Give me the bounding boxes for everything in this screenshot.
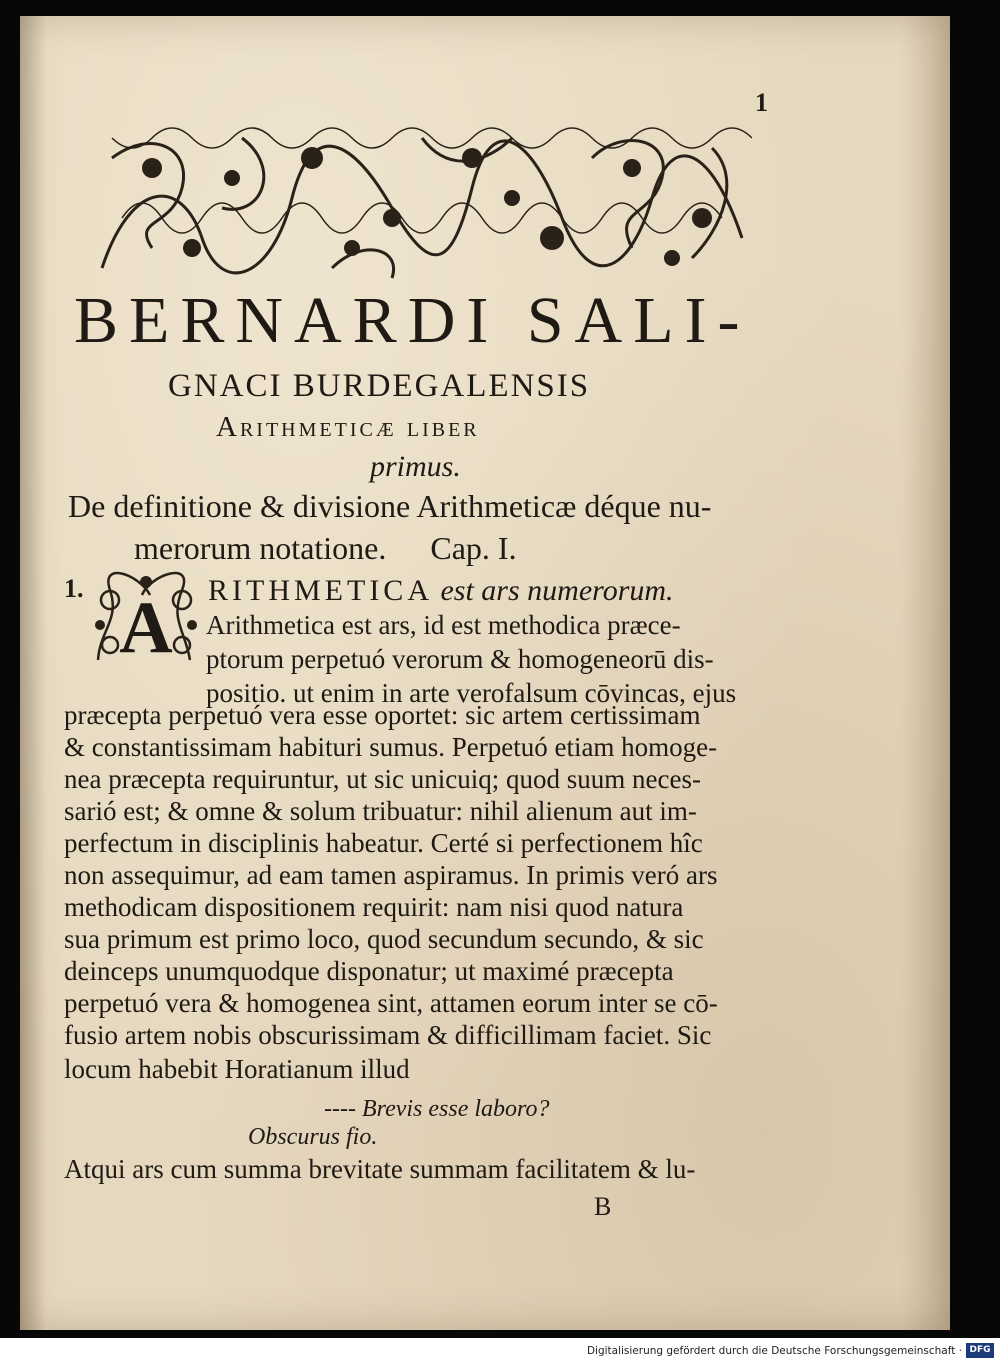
body-line: sua primum est primo loco, quod secundum secundo, & sic — [64, 924, 704, 954]
body-line: perpetuó vera & homogenea sint, attamen eorum inter se cō- — [64, 988, 718, 1018]
chapter-heading-line-1: De definitione & divisione Arithmeticæ déque nu- — [68, 488, 712, 524]
body-line: fusio artem nobis obscurissimam & difficillimam faciet. Sic — [64, 1020, 712, 1050]
dropcap-letter: A — [119, 587, 173, 669]
body-line: ptorum perpetuó verorum & homogeneorū dis- — [206, 644, 714, 674]
verse-line-1: ---- Brevis esse laboro? — [324, 1096, 550, 1122]
body-line: & constantissimam habituri sumus. Perpetuó etiam homoge- — [64, 732, 718, 762]
body-line: deinceps unumquodque disponatur; ut maximé præcepta — [64, 956, 674, 986]
body-line: præcepta perpetuó vera esse oportet: sic artem certissimam — [64, 700, 701, 730]
dfg-logo-icon[interactable]: DFG — [966, 1343, 994, 1358]
chapter-heading-text: merorum notatione. — [134, 530, 387, 566]
title-line-3: Arithmeticæ liber — [216, 411, 480, 443]
chapter-number: Cap. I. — [430, 530, 517, 566]
footer-credit: Digitalisierung gefördert durch die Deutsche Forschungsgemeinschaft · — [586, 1345, 962, 1357]
first-line — [208, 574, 674, 608]
folio-number: 1 — [755, 88, 768, 117]
body-line: nea præcepta requiruntur, ut sic unicuiq; quod suum neces- — [64, 764, 701, 794]
body-line: Arithmetica est ars, id est methodica præce- — [206, 610, 681, 640]
book-page — [20, 16, 950, 1330]
title-line-4: primus. — [370, 450, 461, 483]
first-line-italic: est ars numerorum. — [440, 574, 674, 607]
section-number: 1. — [64, 574, 84, 603]
title-line-1: BERNARDI SALI- — [74, 284, 751, 357]
body-line: positio. ut enim in arte verofalsum cōvincas, ejus — [206, 678, 737, 708]
floral-ornament-icon — [92, 118, 752, 286]
decorated-initial-icon — [90, 570, 202, 670]
body-line: locum habebit Horatianum illud — [64, 1054, 410, 1084]
body-line: sarió est; & omne & solum tribuatur: nihil alienum aut im- — [64, 796, 697, 826]
signature-mark: B — [594, 1192, 612, 1221]
first-line-smallcaps: RITHMETICA — [208, 574, 433, 607]
verse-line-2: Obscurus fio. — [248, 1124, 378, 1150]
body-line: methodicam dispositionem requirit: nam nisi quod natura — [64, 892, 684, 922]
body-line: non assequimur, ad eam tamen aspiramus. In primis veró ars — [64, 860, 718, 890]
title-line-2: GNACI BURDEGALENSIS — [168, 368, 591, 404]
chapter-heading-line-2 — [134, 530, 517, 567]
last-body-line: Atqui ars cum summa brevitate summam facilitatem & lu- — [64, 1154, 696, 1184]
footer-bar — [0, 1338, 1000, 1365]
body-line: perfectum in disciplinis habeatur. Certé si perfectionem hîc — [64, 828, 703, 858]
